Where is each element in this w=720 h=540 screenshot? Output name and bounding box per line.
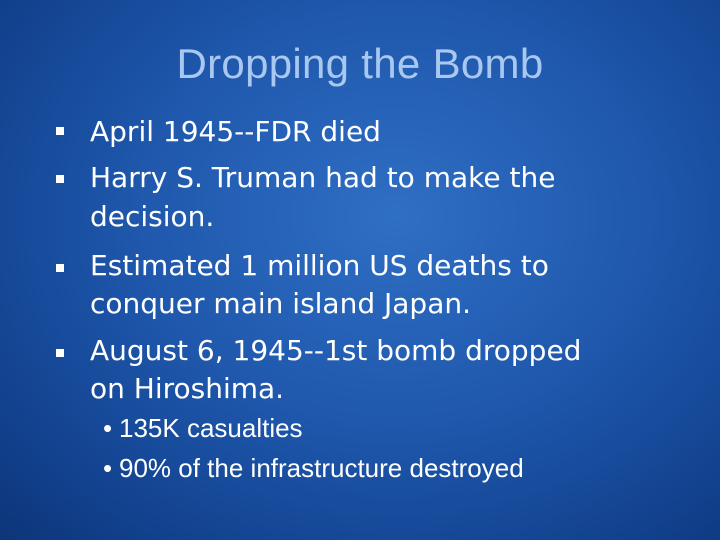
bullet-4-line-2: on Hiroshima. bbox=[90, 372, 285, 405]
square-bullet-icon bbox=[56, 127, 64, 135]
slide-title: Dropping the Bomb bbox=[176, 40, 544, 87]
square-bullet-icon bbox=[56, 349, 64, 357]
bullet-3-line-1: Estimated 1 million US deaths to bbox=[90, 249, 549, 282]
sub-bullet-2-text: 90% of the infrastructure destroyed bbox=[119, 453, 524, 483]
bullet-2-line-2: decision. bbox=[90, 200, 215, 233]
sub-bullet-1 bbox=[103, 413, 303, 443]
dot-bullet-icon: • bbox=[103, 453, 113, 483]
bullet-4-line-1: August 6, 1945--1st bomb dropped bbox=[90, 334, 582, 367]
bullet-2-line-1: Harry S. Truman had to make the bbox=[90, 161, 556, 194]
sub-bullet-1-text: 135K casualties bbox=[119, 413, 303, 443]
dot-bullet-icon: • bbox=[103, 413, 113, 443]
square-bullet-icon bbox=[56, 264, 64, 272]
sub-bullet-2 bbox=[103, 453, 524, 483]
square-bullet-icon bbox=[56, 175, 64, 183]
bullet-1-text: April 1945--FDR died bbox=[90, 115, 381, 148]
bullet-3-line-2: conquer main island Japan. bbox=[90, 287, 472, 320]
